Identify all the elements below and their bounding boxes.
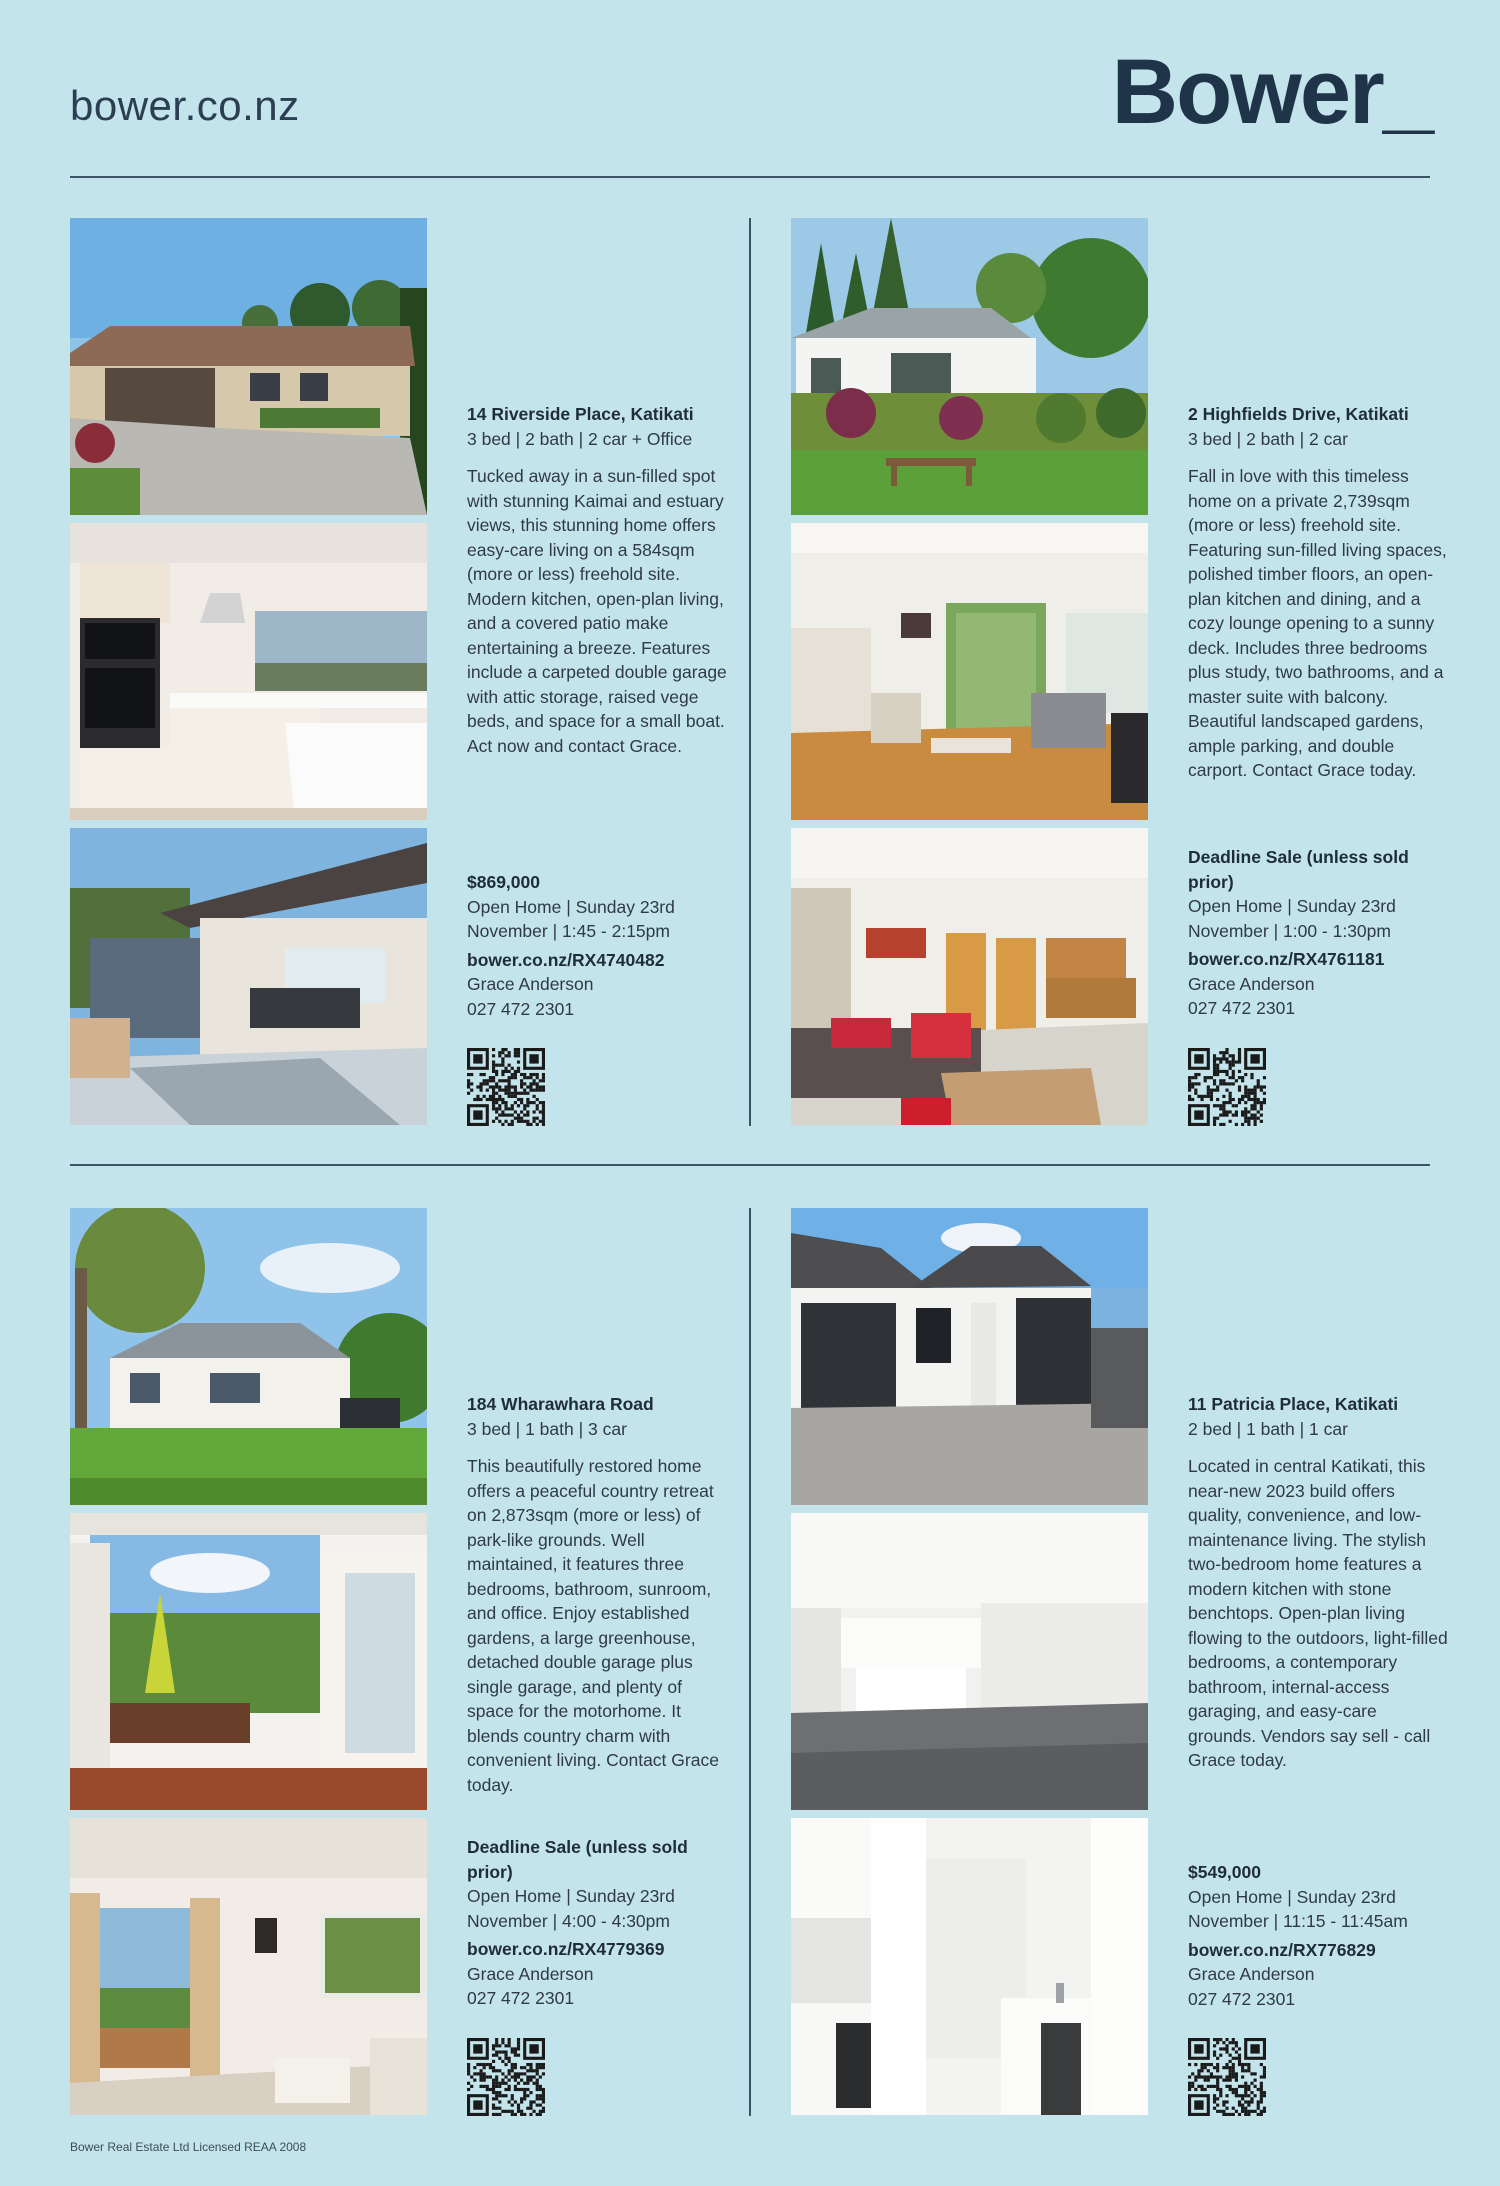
listing-card — [791, 218, 1451, 1126]
listing-contact — [467, 870, 727, 1021]
open-home: Open Home | Sunday 23rd November | 1:00 - 1:30pm — [1188, 896, 1396, 941]
listing-card — [70, 218, 730, 1126]
listing-address: 14 Riverside Place, Katikati — [467, 404, 694, 424]
listing-price: $869,000 — [467, 872, 540, 892]
listing-features: 3 bed | 2 bath | 2 car + Office — [467, 428, 693, 449]
listing-address: 11 Patricia Place, Katikati — [1188, 1394, 1399, 1414]
listing-link[interactable]: bower.co.nz/RX4779369 — [467, 1939, 665, 1959]
kitchen-photo[interactable] — [70, 523, 427, 820]
agent-name: Grace Anderson — [1188, 1964, 1315, 1984]
qr-code[interactable] — [1188, 1048, 1266, 1126]
agent-phone[interactable]: 027 472 2301 — [467, 998, 575, 1019]
listing-link[interactable]: bower.co.nz/RX776829 — [1188, 1939, 1376, 1960]
agent-name: Grace Anderson — [467, 1963, 594, 1984]
listing-details — [1188, 1392, 1448, 1773]
listing-features: 2 bed | 1 bath | 1 car — [1188, 1418, 1348, 1439]
listing-card — [791, 1208, 1451, 2116]
section-divider — [70, 1164, 1430, 1166]
kitchen-photo[interactable] — [791, 1818, 1148, 2115]
listing-price: Deadline Sale (unless sold prior) — [1188, 847, 1409, 892]
qr-code[interactable] — [467, 1048, 545, 1126]
listing-photos — [70, 1208, 427, 2123]
listing-photos — [70, 218, 427, 1133]
listing-address: 184 Wharawhara Road — [467, 1394, 654, 1414]
sunroom-photo[interactable] — [70, 1818, 427, 2115]
agent-name: Grace Anderson — [1188, 973, 1315, 994]
license-footer: Bower Real Estate Ltd Licensed REAA 2008 — [70, 2140, 307, 2154]
listing-contact — [467, 1835, 727, 2011]
exterior-photo[interactable] — [791, 1208, 1148, 1505]
brand-logo: Bower_ — [1111, 41, 1432, 143]
open-plan-photo[interactable] — [791, 1513, 1148, 1810]
exterior-photo[interactable] — [70, 1208, 427, 1505]
column-divider-top — [749, 218, 751, 1126]
listing-address: 2 Highfields Drive, Katikati — [1188, 404, 1409, 424]
listing-details — [467, 1392, 727, 1797]
agent-phone[interactable]: 027 472 2301 — [467, 1988, 575, 2008]
listing-details — [467, 402, 727, 758]
listing-photos — [791, 1208, 1148, 2123]
column-divider-bottom — [749, 1208, 751, 2116]
exterior-photo[interactable] — [70, 218, 427, 515]
listing-description: Tucked away in a sun-filled spot with stunning Kaimai and estuary views, this stunning home offers easy-care living on a 584sqm (more or less) freehold site. Modern kitchen, open-plan living, and a covered patio make entertaining a breeze. Features include a carpeted double garage with attic storage, raised vege beds, and space for a small boat. Act now and contact Grace. — [467, 466, 727, 756]
patio-photo[interactable] — [70, 828, 427, 1125]
agent-name: Grace Anderson — [467, 974, 594, 994]
living-photo[interactable] — [791, 523, 1148, 820]
site-url[interactable]: bower.co.nz — [70, 82, 300, 129]
listing-photos — [791, 218, 1148, 1133]
agent-phone[interactable]: 027 472 2301 — [1188, 1988, 1296, 2009]
lounge-photo[interactable] — [791, 828, 1148, 1125]
qr-code[interactable] — [1188, 2038, 1266, 2116]
listing-description: Fall in love with this timeless home on a private 2,739sqm (more or less) freehold site. Featuring sun-filled living spaces, polished timber floors, an open-plan kitchen and dining, and a cozy lounge opening to a sunny deck. Includes three bedrooms plus study, two bathrooms, and a master suite with balcony. Beautiful landscaped gardens, ample parking, and double carport. Contact Grace today. — [1188, 466, 1447, 780]
listing-link[interactable]: bower.co.nz/RX4761181 — [1188, 949, 1385, 969]
open-home: Open Home | Sunday 23rd November | 1:45 - 2:15pm — [467, 896, 675, 941]
exterior-photo[interactable] — [791, 218, 1148, 515]
listing-card — [70, 1208, 730, 2116]
header-divider — [70, 176, 1430, 178]
listing-price: $549,000 — [1188, 1862, 1261, 1882]
qr-code[interactable] — [467, 2038, 545, 2116]
agent-phone[interactable]: 027 472 2301 — [1188, 998, 1296, 1018]
listing-details — [1188, 402, 1448, 783]
deck-photo[interactable] — [70, 1513, 427, 1810]
listing-features: 3 bed | 1 bath | 3 car — [467, 1418, 627, 1439]
listing-contact — [1188, 845, 1448, 1021]
listing-description: Located in central Katikati, this near-new 2023 build offers quality, convenience, and low-maintenance living. The stylish two-bedroom home features a modern kitchen with stone benchtops. Open-plan living flowing to the outdoors, light-filled bedrooms, a contemporary bathroom, internal-access garaging, and easy-care grounds. Vendors say sell - call Grace today. — [1188, 1456, 1448, 1770]
listing-link[interactable]: bower.co.nz/RX4740482 — [467, 949, 665, 970]
listing-description: This beautifully restored home offers a peaceful country retreat on 2,873sqm (more or less) of park-like grounds. Well maintained, it features three bedrooms, bathroom, sunroom, and office. Enjoy established gardens, a large greenhouse, detached double garage plus single garage, and plenty of space for the motorhome. It blends country charm with convenient living. Contact Grace today. — [467, 1456, 719, 1795]
listing-price: Deadline Sale (unless sold prior) — [467, 1837, 688, 1882]
listing-features: 3 bed | 2 bath | 2 car — [1188, 428, 1348, 449]
open-home: Open Home | Sunday 23rd November | 4:00 - 4:30pm — [467, 1886, 675, 1931]
listing-contact — [1188, 1860, 1448, 2011]
open-home: Open Home | Sunday 23rd November | 11:15 - 11:45am — [1188, 1886, 1408, 1931]
